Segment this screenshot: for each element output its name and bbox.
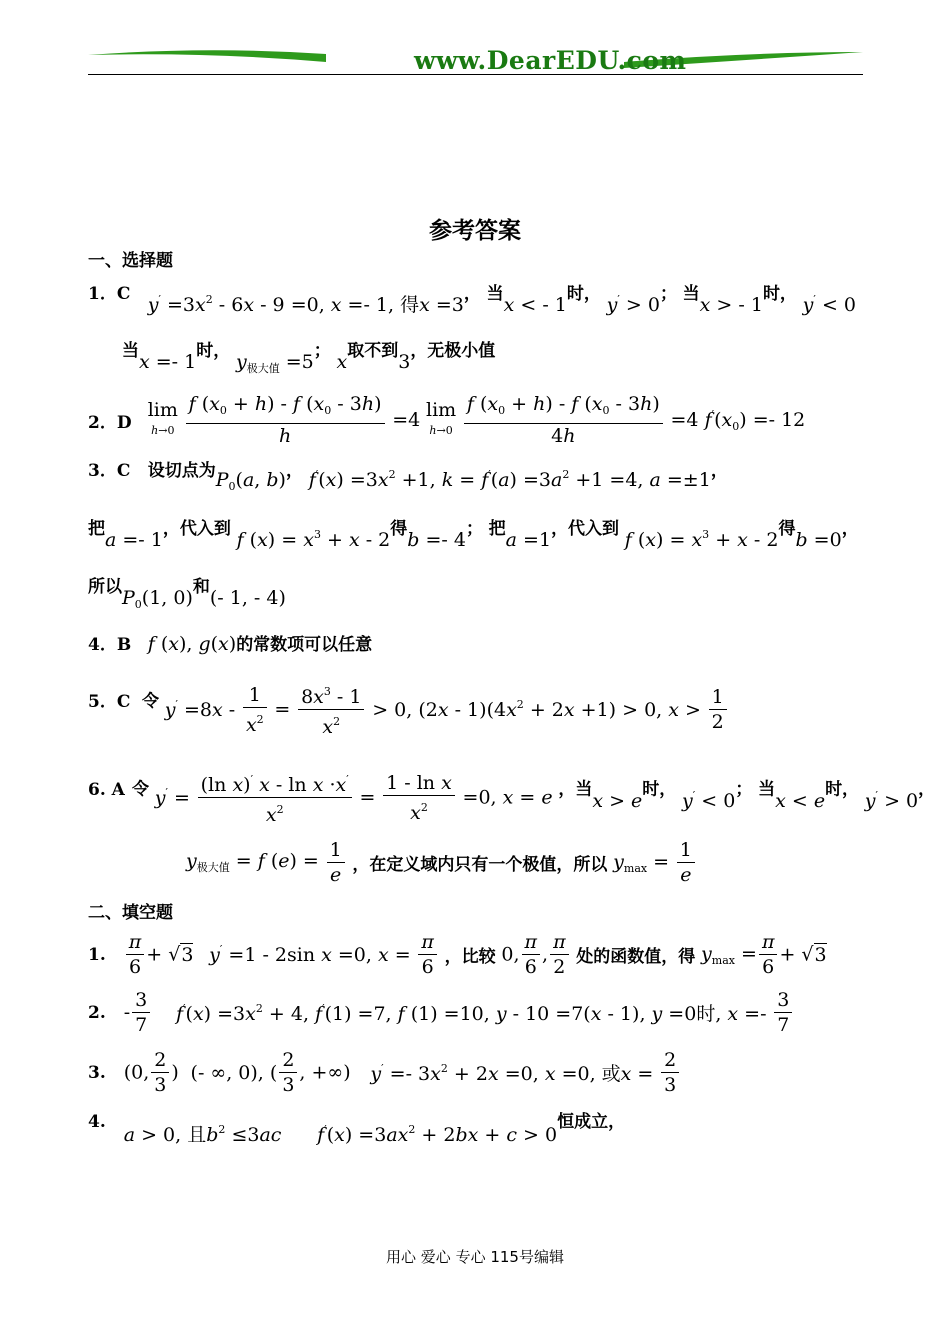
answer-q6-cont: $y_{极大值} = f$ (e) = $\frac{1}{e}$ ，在定义域内只有一个极值，所以 $y_{max}$ = $\frac{1}{e}$ [186, 838, 697, 887]
answer-q3: 3．C 设切点为$P_0(a$, b)， $f'(x) =3x^2 +1$, $k = f'(a) =3a^2 +1 =4$, a =±1， [88, 461, 728, 493]
answer-q5: 5．C 令 y′ =8x - $\frac{1}{x^2}$ = $\frac{8x^3 - 1}{x^2}$ > 0, $(2x - 1)(4x^2 + 2x +1) > 0$, x > $\frac{1}{2}$ [88, 672, 729, 731]
answer-q6: 6. A 令 y′ = $\frac{(\ln x)' x - \ln x \cdot x'}{x^2}$ = $\frac{\text{1 - ln x}}{x^2}$ =0, x = e ，当x > e时， y′ < 0； 当x < e时， y′ > 0， [88, 760, 935, 819]
answer-f4: 4. a > 0, 且$b^2 \le 3ac$ $f'(x) =3ax^2 + 2bx + c > 0$恒成立， [88, 1112, 626, 1146]
answer-q1-cont: 当x =- 1时， $y_{极大值} =5$； x取不到3，无极小值 [122, 341, 496, 375]
answer-q3-cont: 把a =- 1，代入到 f $(x) = x^3 + x - 2$得b =- 4； 把a =1，代入到 f $(x) = x^3 + x - 2$得b =0， [88, 519, 859, 551]
page-title: 参考答案 [429, 218, 521, 244]
answer-f3: 3. (0, $\frac{2}{3}$ ) (- ∞, 0), ( $\frac{2}{3}$ , +∞) $y' =- 3x^2 + 2x =0$, x =0, 或x = $\frac{2}{3}$ [88, 1048, 681, 1097]
site-logo: www.DearEDU.com [414, 46, 687, 75]
answer-q3-cont2: 所以$P_0(1$, 0)和(- 1, - 4) [88, 577, 286, 611]
page-header [88, 40, 863, 80]
answer-q1: 1．C $y' =3x^2 - 6x - 9 =0$, x =- 1, 得x =3， 当x < - 1时， y′ > 0； 当x > - 1时， y′ < 0 [88, 278, 856, 305]
section-heading-choice: 一、选择题 [88, 251, 173, 271]
answer-q4: 4．B f (x), g(x)的常数项可以任意 [88, 633, 373, 655]
page-footer: 用心 爱心 专心 115号编辑 [386, 1248, 564, 1266]
header-rule [88, 74, 863, 75]
answer-f2: 2. - $\frac{3}{7}$ $f'(x) =3x^2 + 4$, f′(1) =7, f (1) =10, y - 10 =7(x - 1), y =0时, x =- $\frac{3}{7}$ [88, 988, 794, 1037]
section-heading-fill: 二、填空题 [88, 903, 173, 923]
answer-q2: 2．D lim h→0 $\frac{f (x_0 + h) - f (x_0 - 3h)}{h}$ =4 lim h→0 $\frac{f (x_0 + h) - f (x_0 - 3h)}{4h}$ =4 $f'(x_0) =- 12$ [88, 393, 806, 447]
q1-number: 1．C [88, 284, 131, 304]
answer-f1: 1. $\frac{\pi}{6}$ + √3 y′ =1 - 2sin x =0, x = $\frac{\pi}{6}$ ，比较 0, $\frac{\pi}{6}$ , $\frac{\pi}{2}$ 处的函数值，得 $y_{max}$ = $\frac{\pi}{6}$ + √3 [88, 931, 827, 978]
q1-derivative: $y' =3x^2 - 6x - 9 =0$, x =- 1, 得x =3 [147, 293, 464, 316]
